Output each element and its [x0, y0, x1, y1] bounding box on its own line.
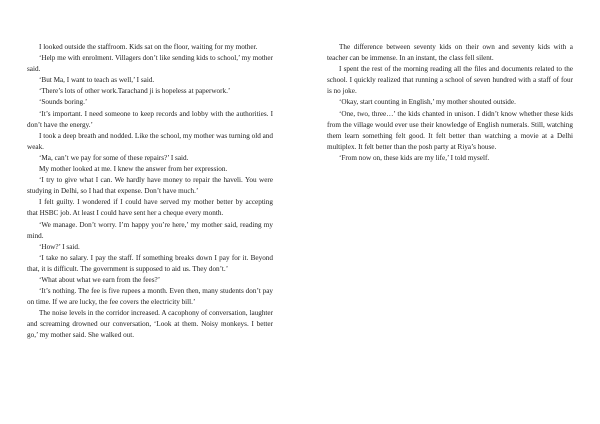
paragraph: I took a deep breath and nodded. Like the school, my mother was turning old and weak.: [27, 131, 273, 151]
paragraph: ‘I take no salary. I pay the staff. If something breaks down I pay for it. Beyond that, it is difficult. The government is supposed to aid us. They don’t.’: [27, 253, 273, 273]
paragraph: ‘One, two, three…’ the kids chanted in unison. I didn’t know whether these kids from the village would ever use their knowledge of English numerals. Still, watching them learn something felt good. It felt better than watching a movie at a Delhi multiplex. It felt better than the posh party at Riya’s house.: [327, 109, 573, 151]
paragraph: ‘From now on, these kids are my life,’ I told myself.: [339, 153, 490, 162]
paragraph: ‘We manage. Don’t worry. I’m happy you’re here,’ my mother said, reading my mind.: [27, 220, 273, 240]
paragraph: ‘What about what we earn from the fees?’: [39, 275, 161, 284]
paragraph: The difference between seventy kids on their own and seventy kids with a teacher can be immense. In an instant, the class fell silent.: [327, 43, 573, 63]
paragraph: The noise levels in the corridor increased. A cacophony of conversation, laughter and screaming drowned our conversation, ‘Look at them. Noisy monkeys. I better go,’ my mother said. She walked out.: [27, 309, 273, 340]
paragraph: I felt guilty. I wondered if I could have served my mother better by accepting that HSBC job. At least I could have sent her a cheque every month.: [27, 198, 273, 218]
paragraph: ‘It’s nothing. The fee is five rupees a month. Even then, many students don’t pay on time. If we are lucky, the fee covers the electricity bill.’: [27, 287, 273, 307]
right-page: [300, 0, 600, 424]
paragraph: ‘Sounds boring.’: [39, 98, 88, 107]
paragraph: I looked outside the staffroom. Kids sat on the floor, waiting for my mother.: [39, 43, 258, 51]
paragraph: ‘Help me with enrolment. Villagers don’t like sending kids to school,’ my mother said.: [27, 54, 273, 74]
paragraph: ‘I try to give what I can. We hardly have money to repair the haveli. You were studying in Delhi, so I had that expense. Don’t have much.’: [27, 176, 273, 196]
paragraph: ‘But Ma, I want to teach as well,’ I said.: [39, 76, 155, 85]
paragraph: My mother looked at me. I knew the answer from her expression.: [39, 165, 228, 174]
paragraph: ‘Ma, can’t we pay for some of these repairs?’ I said.: [39, 153, 189, 162]
paragraph: I spent the rest of the morning reading all the files and documents related to the school. I quickly realized that running a school of seven hundred with a staff of four is no joke.: [327, 65, 573, 96]
paragraph: ‘It’s important. I need someone to keep records and lobby with the authorities. I don’t have the energy.’: [27, 109, 273, 129]
paragraph: ‘How?’ I said.: [39, 242, 80, 251]
paragraph: ‘There’s lots of other work.Tarachand ji is hopeless at paperwork.’: [39, 87, 231, 96]
paragraph: ‘Okay, start counting in English,’ my mother shouted outside.: [339, 98, 516, 107]
